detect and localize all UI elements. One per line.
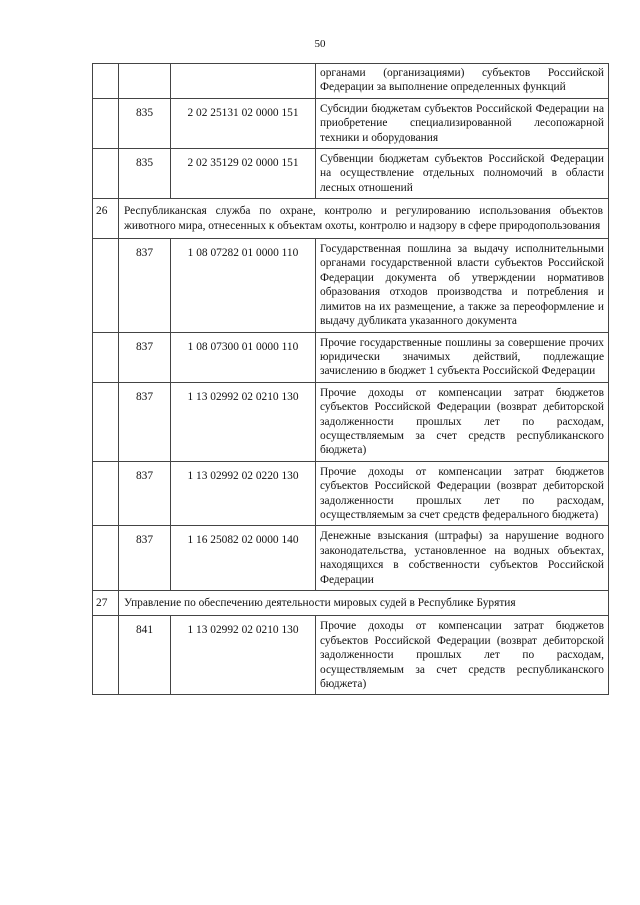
budget-classification-code-cell: 1 08 07282 01 0000 110 <box>171 239 316 332</box>
section-heading-row <box>93 591 609 616</box>
table-row <box>93 382 609 461</box>
row-number-cell <box>93 526 119 591</box>
revenue-description-cell: Прочие доходы от компенсации затрат бюджетов субъектов Российской Федерации (возврат дебиторской задолженности прошлых лет по расходам, осуществляемым за счет средств федерального бюджета) <box>316 461 609 526</box>
section-number: 26 <box>93 199 119 239</box>
table-row <box>93 461 609 526</box>
revenue-administrators-table <box>92 63 609 695</box>
table-row <box>93 98 609 148</box>
admin-code-cell: 841 <box>119 616 171 695</box>
row-number-cell <box>93 64 119 99</box>
page-number: 50 <box>314 38 326 50</box>
revenue-description-cell: Субсидии бюджетам субъектов Российской Федерации на приобретение специализированной лесопожарной техники и оборудования <box>316 98 609 148</box>
budget-classification-code-cell: 2 02 35129 02 0000 151 <box>171 149 316 199</box>
table-row <box>93 239 609 332</box>
admin-code-cell: 837 <box>119 526 171 591</box>
section-title: Управление по обеспечению деятельности мировых судей в Республике Бурятия <box>119 591 609 616</box>
row-number-cell <box>93 149 119 199</box>
revenue-description-cell: Государственная пошлина за выдачу исполнительными органами государственной власти субъектов Российской Федерации документа об утверждении нормативов образования отходов производства и потребления и лимитов на их размещение, а также за переоформление и выдачу дубликата указанного документа <box>316 239 609 332</box>
revenue-description-cell: органами (организациями) субъектов Российской Федерации за выполнение определенных функций <box>316 64 609 99</box>
row-number-cell <box>93 239 119 332</box>
table-row <box>93 616 609 695</box>
table-row <box>93 64 609 99</box>
table-row <box>93 526 609 591</box>
revenue-description-cell: Субвенции бюджетам субъектов Российской Федерации на осуществление отдельных полномочий в области лесных отношений <box>316 149 609 199</box>
table-row <box>93 149 609 199</box>
admin-code-cell <box>119 64 171 99</box>
revenue-description-cell: Прочие доходы от компенсации затрат бюджетов субъектов Российской Федерации (возврат дебиторской задолженности прошлых лет по расходам, осуществляемым за счет средств республиканского бюджета) <box>316 616 609 695</box>
revenue-description-cell: Прочие государственные пошлины за совершение прочих юридически значимых действий, подлежащие зачислению в бюджет 1 субъекта Российской Федерации <box>316 332 609 382</box>
budget-classification-code-cell: 1 13 02992 02 0210 130 <box>171 616 316 695</box>
budget-classification-code-cell: 2 02 25131 02 0000 151 <box>171 98 316 148</box>
row-number-cell <box>93 616 119 695</box>
admin-code-cell: 837 <box>119 239 171 332</box>
revenue-description-cell: Денежные взыскания (штрафы) за нарушение водного законодательства, установленное на водных объектах, находящихся в собственности субъектов Российской Федерации <box>316 526 609 591</box>
section-number: 27 <box>93 591 119 616</box>
admin-code-cell: 837 <box>119 332 171 382</box>
row-number-cell <box>93 332 119 382</box>
budget-classification-code-cell: 1 16 25082 02 0000 140 <box>171 526 316 591</box>
budget-classification-code-cell <box>171 64 316 99</box>
row-number-cell <box>93 461 119 526</box>
budget-classification-code-cell: 1 08 07300 01 0000 110 <box>171 332 316 382</box>
revenue-description-cell: Прочие доходы от компенсации затрат бюджетов субъектов Российской Федерации (возврат дебиторской задолженности прошлых лет по расходам, осуществляемым за счет средств республиканского бюджета) <box>316 382 609 461</box>
table-row <box>93 332 609 382</box>
section-title: Республиканская служба по охране, контролю и регулированию использования объектов животного мира, отнесенных к объектам охоты, контролю и надзору в сфере природопользования <box>119 199 609 239</box>
admin-code-cell: 837 <box>119 461 171 526</box>
section-heading-row <box>93 199 609 239</box>
admin-code-cell: 835 <box>119 149 171 199</box>
row-number-cell <box>93 98 119 148</box>
budget-classification-code-cell: 1 13 02992 02 0210 130 <box>171 382 316 461</box>
admin-code-cell: 835 <box>119 98 171 148</box>
budget-classification-code-cell: 1 13 02992 02 0220 130 <box>171 461 316 526</box>
admin-code-cell: 837 <box>119 382 171 461</box>
row-number-cell <box>93 382 119 461</box>
